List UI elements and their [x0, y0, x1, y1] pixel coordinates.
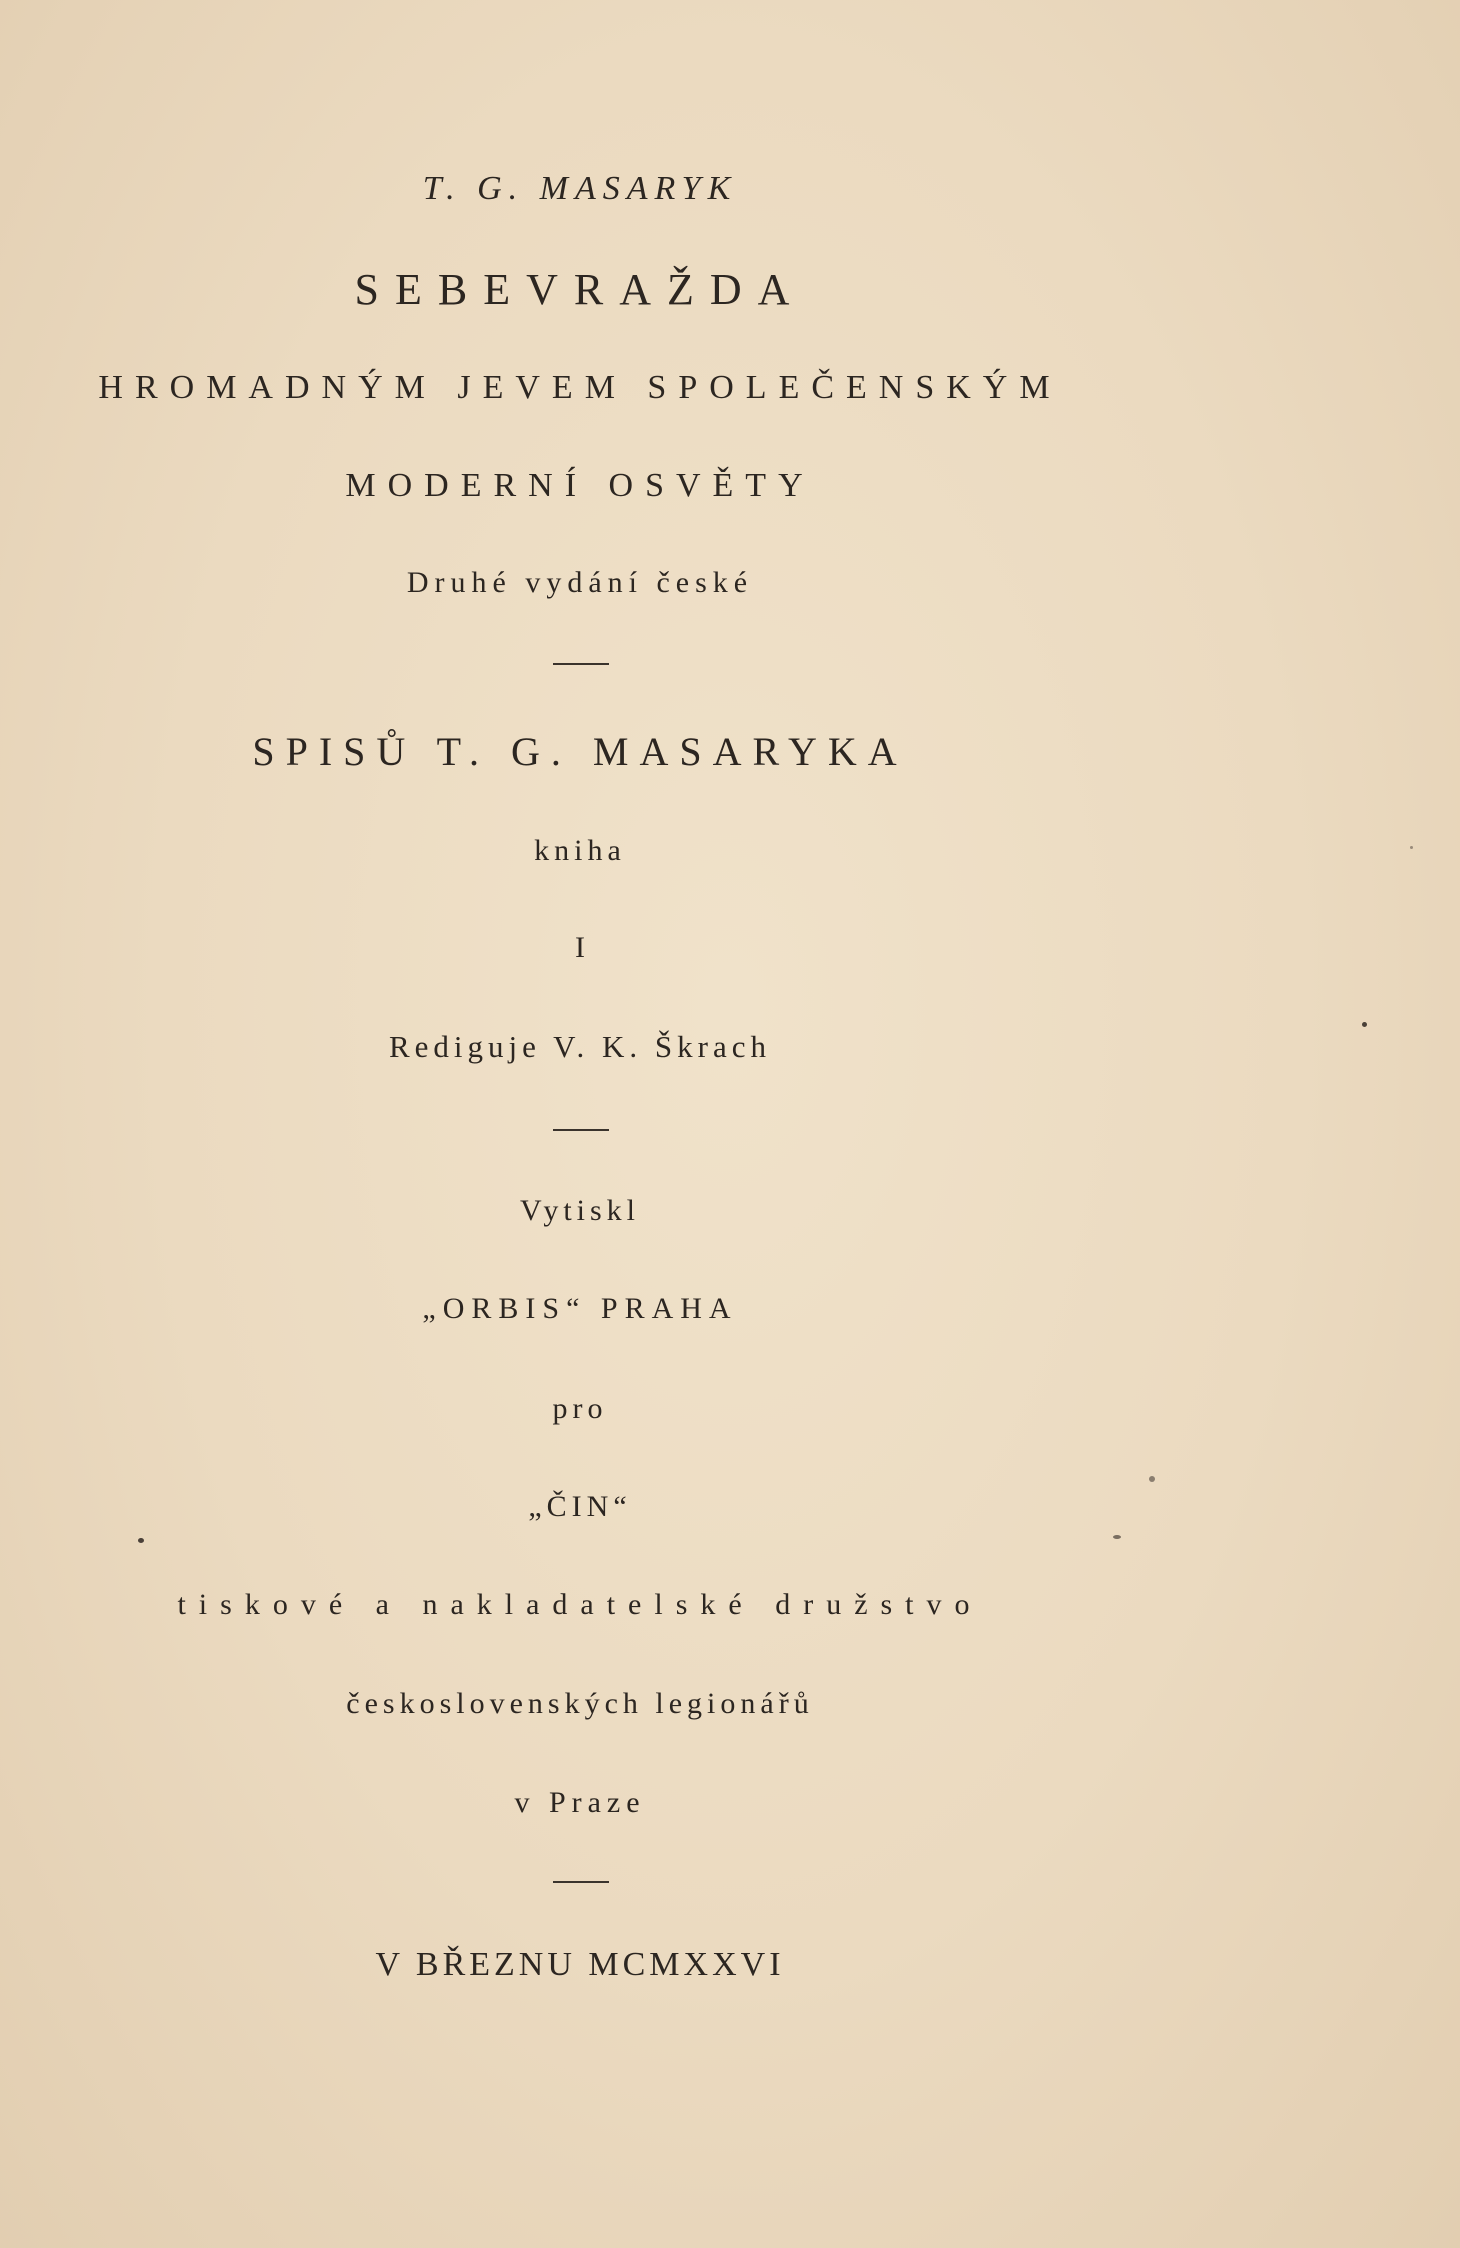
- paper-speck: [138, 1538, 144, 1543]
- divider-rule-1: [553, 663, 609, 665]
- publisher-city: v Praze: [514, 1786, 646, 1819]
- divider-rule-3: [553, 1881, 609, 1883]
- book-title: SEBEVRAŽDA: [354, 265, 806, 314]
- paper-speck: [1410, 846, 1413, 849]
- printed-by-label: Vytiskl: [519, 1194, 641, 1227]
- paper-speck: [1362, 1022, 1367, 1027]
- publisher-description-2: československých legionářů: [346, 1687, 814, 1720]
- volume-label: kniha: [534, 834, 626, 867]
- for-label: pro: [552, 1392, 608, 1425]
- printer-name: „ORBIS“ PRAHA: [422, 1292, 738, 1325]
- publisher-name: „ČIN“: [528, 1490, 632, 1523]
- subtitle-line-2: MODERNÍ OSVĚTY: [345, 467, 815, 504]
- author-name: T. G. MASARYK: [422, 170, 738, 207]
- paper-speck: [1149, 1476, 1155, 1482]
- edition-note: Druhé vydání české: [406, 566, 754, 599]
- volume-number: I: [575, 931, 585, 964]
- publication-date: V BŘEZNU MCMXXVI: [375, 1946, 785, 1983]
- series-title: SPISŮ T. G. MASARYKA: [252, 729, 908, 774]
- divider-rule-2: [553, 1129, 609, 1131]
- publisher-description-1: tiskové a nakladatelské družstvo: [177, 1588, 983, 1621]
- subtitle-line-1: HROMADNÝM JEVEM SPOLEČENSKÝM: [98, 369, 1062, 406]
- paper-speck: [1113, 1535, 1121, 1539]
- editor-credit: Rediguje V. K. Škrach: [389, 1029, 771, 1064]
